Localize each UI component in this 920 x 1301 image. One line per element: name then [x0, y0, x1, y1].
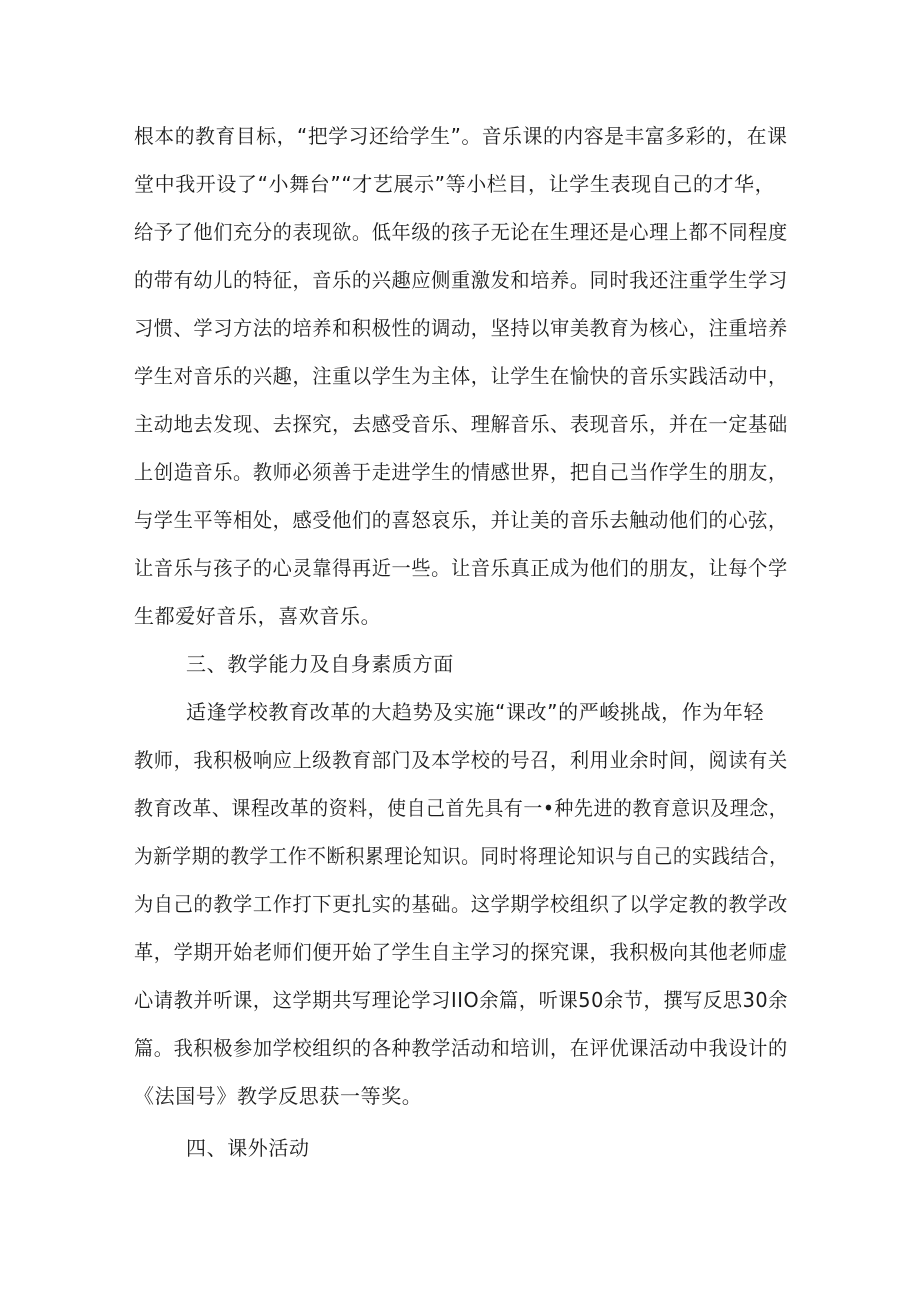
paragraph-line: 篇。我积极参加学校组织的各种教学活动和培训，在评优课活动中我设计的 [134, 1036, 788, 1060]
paragraph-line: 习惯、学习方法的培养和积极性的调动，坚持以审美教育为核心，注重培养 [134, 316, 788, 340]
paragraph-line: 心请教并听课，这学期共写理论学习IIO余篇，听课50余节，撰写反思30余 [134, 988, 789, 1012]
paragraph-line: 教师，我积极响应上级教育部门及本学校的号召，利用业余时间，阅读有关 [134, 748, 788, 772]
paragraph-line: 上创造音乐。教师必须善于走进学生的情感世界，把自己当作学生的朋友， [134, 460, 788, 484]
paragraph-line: 让音乐与孩子的心灵靠得再近一些。让音乐真正成为他们的朋友，让每个学 [134, 556, 788, 580]
paragraph-line: 《法国号》教学反思获一等奖。 [134, 1084, 423, 1108]
section-heading: 三、教学能力及自身素质方面 [186, 652, 454, 676]
paragraph-line: 为新学期的教学工作不断积累理论知识。同时将理论知识与自己的实践结合， [134, 844, 789, 868]
paragraph-line: 与学生平等相处，感受他们的喜怒哀乐，并让美的音乐去触动他们的心弦， [134, 508, 788, 532]
paragraph-line: 主动地去发现、去探究，去感受音乐、理解音乐、表现音乐，并在一定基础 [134, 412, 788, 436]
paragraph-line: 给予了他们充分的表现欲。低年级的孩子无论在生理还是心理上都不同程度 [134, 220, 788, 244]
paragraph-line: 为自己的教学工作打下更扎实的基础。这学期学校组织了以学定教的教学改 [134, 892, 788, 916]
paragraph-line: 根本的教育目标，“把学习还给学生”。音乐课的内容是丰富多彩的，在课 [134, 124, 788, 148]
paragraph-line: 学生对音乐的兴趣，注重以学生为主体，让学生在愉快的音乐实践活动中， [134, 364, 788, 388]
paragraph-line: 革，学期开始老师们便开始了学生自主学习的探究课，我积极向其他老师虚 [134, 940, 788, 964]
section-heading: 四、课外活动 [186, 1136, 310, 1160]
paragraph-line: 适逢学校教育改革的大趋势及实施“课改”的严峻挑战，作为年轻 [186, 700, 765, 724]
paragraph-line: 堂中我开设了“小舞台”“才艺展示”等小栏目，让学生表现自己的才华， [134, 172, 776, 196]
paragraph-line: 的带有幼儿的特征，音乐的兴趣应侧重激发和培养。同时我还注重学生学习 [134, 268, 788, 292]
paragraph-line: 生都爱好音乐，喜欢音乐。 [134, 604, 382, 628]
paragraph-line: 教育改革、课程改革的资料，使自己首先具有一•种先进的教育意识及理念， [134, 796, 789, 820]
